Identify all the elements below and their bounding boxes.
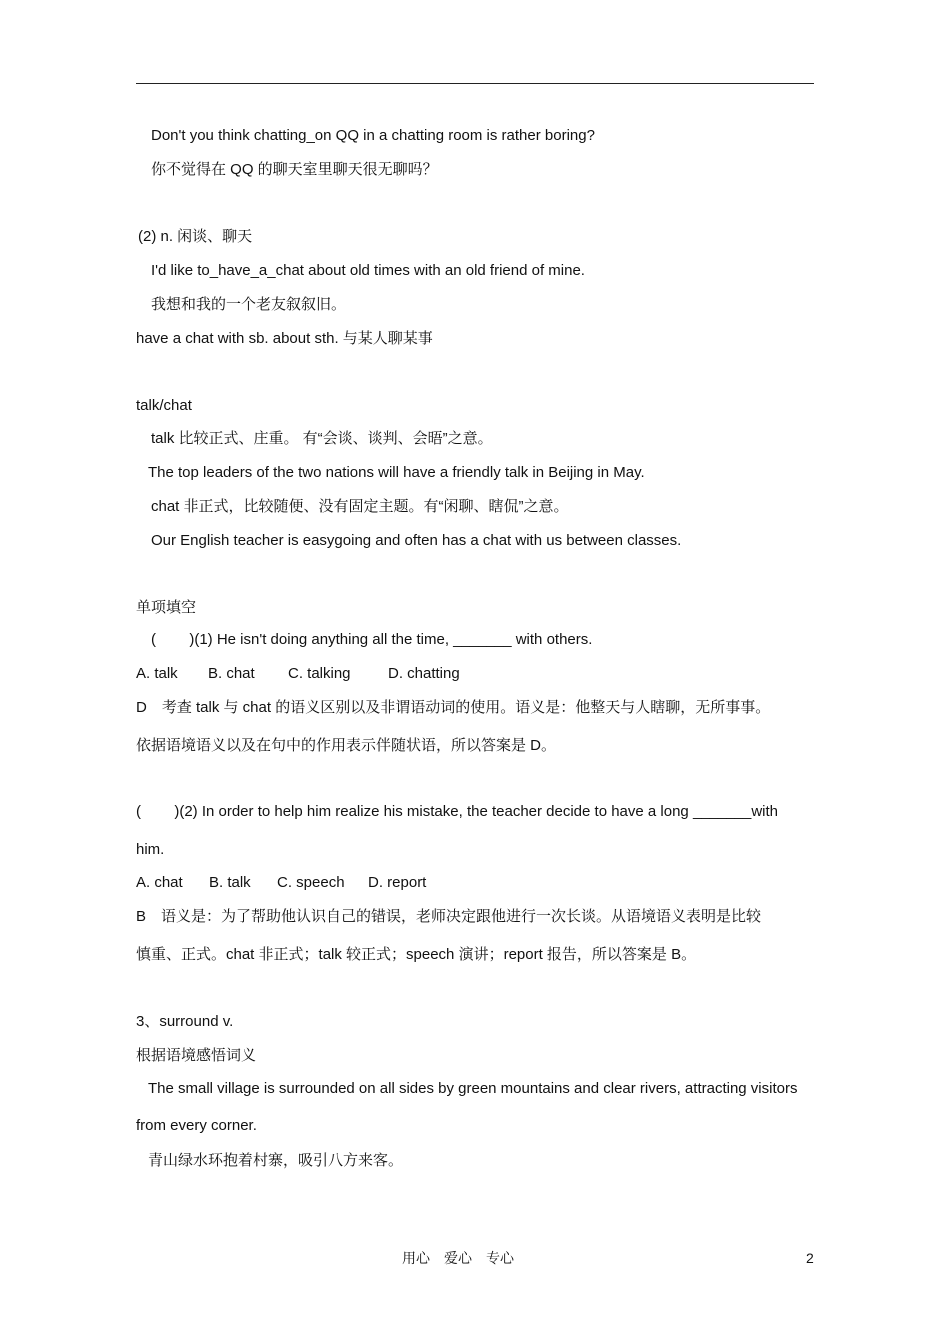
answer-2-explanation-cont: 慎重、正式。chat 非正式；talk 较正式；speech 演讲；report 报告，所以答案是 B。	[136, 946, 697, 963]
example-sentence: I'd like to_have_a_chat about old times with an old friend of mine.	[151, 262, 585, 279]
header-rule	[136, 83, 814, 84]
comparison-note: talk 比较正式、庄重。 有“会谈、谈判、会晤”之意。	[151, 430, 493, 447]
option-a: A. talk	[136, 665, 178, 682]
phrase-note: have a chat with sb. about sth. 与某人聊某事	[136, 330, 433, 347]
option-c: C. talking	[288, 665, 351, 682]
footer-motto: 用心 爱心 专心	[402, 1250, 514, 1266]
option-a: A. chat	[136, 874, 183, 891]
answer-2-explanation: B 语义是：为了帮助他认识自己的错误，老师决定跟他进行一次长谈。从语境语义表明是比较	[136, 908, 762, 925]
option-d: D. report	[368, 874, 427, 891]
example-sentence: Our English teacher is easygoing and often has a chat with us between classes.	[151, 532, 682, 549]
example-sentence: The top leaders of the two nations will have a friendly talk in Beijing in May.	[148, 464, 645, 481]
question-2: ( )(2) In order to help him realize his mistake, the teacher decide to have a long _______with	[136, 803, 779, 820]
answer-1-explanation: D 考查 talk 与 chat 的语义区别以及非谓语动词的使用。语义是：他整天与人瞎聊，无所事事。	[136, 699, 771, 716]
comparison-heading: talk/chat	[136, 397, 192, 414]
question-1-options	[136, 664, 460, 684]
exercise-heading: 单项填空	[136, 599, 197, 616]
example-translation: 你不觉得在 QQ 的聊天室里聊天很无聊吗？	[151, 161, 438, 178]
question-2-options	[136, 873, 426, 893]
example-sentence: The small village is surrounded on all sides by green mountains and clear rivers, attracting visitors	[148, 1080, 798, 1097]
section-3-heading: 3、surround v.	[136, 1013, 234, 1030]
option-c: C. speech	[277, 874, 345, 891]
answer-1-explanation-cont: 依据语境语义以及在句中的作用表示伴随状语，所以答案是 D。	[136, 737, 557, 754]
example-sentence: Don't you think chatting_on QQ in a chatting room is rather boring?	[151, 127, 595, 144]
option-b: B. chat	[208, 665, 255, 682]
question-1: ( )(1) He isn't doing anything all the time, _______ with others.	[151, 631, 593, 648]
option-d: D. chatting	[388, 665, 460, 682]
example-translation: 青山绿水环抱着村寨，吸引八方来客。	[148, 1152, 404, 1169]
sense-heading: (2) n. 闲谈、聊天	[138, 228, 253, 245]
comparison-note: chat 非正式，比较随便、没有固定主题。有“闲聊、瞎侃”之意。	[151, 498, 569, 515]
option-b: B. talk	[209, 874, 251, 891]
example-translation: 我想和我的一个老友叙叙旧。	[151, 296, 347, 313]
page-number: 2	[806, 1250, 814, 1266]
question-2-cont: him.	[136, 841, 165, 858]
section-3-subheading: 根据语境感悟词义	[136, 1047, 257, 1064]
example-sentence-cont: from every corner.	[136, 1117, 257, 1134]
